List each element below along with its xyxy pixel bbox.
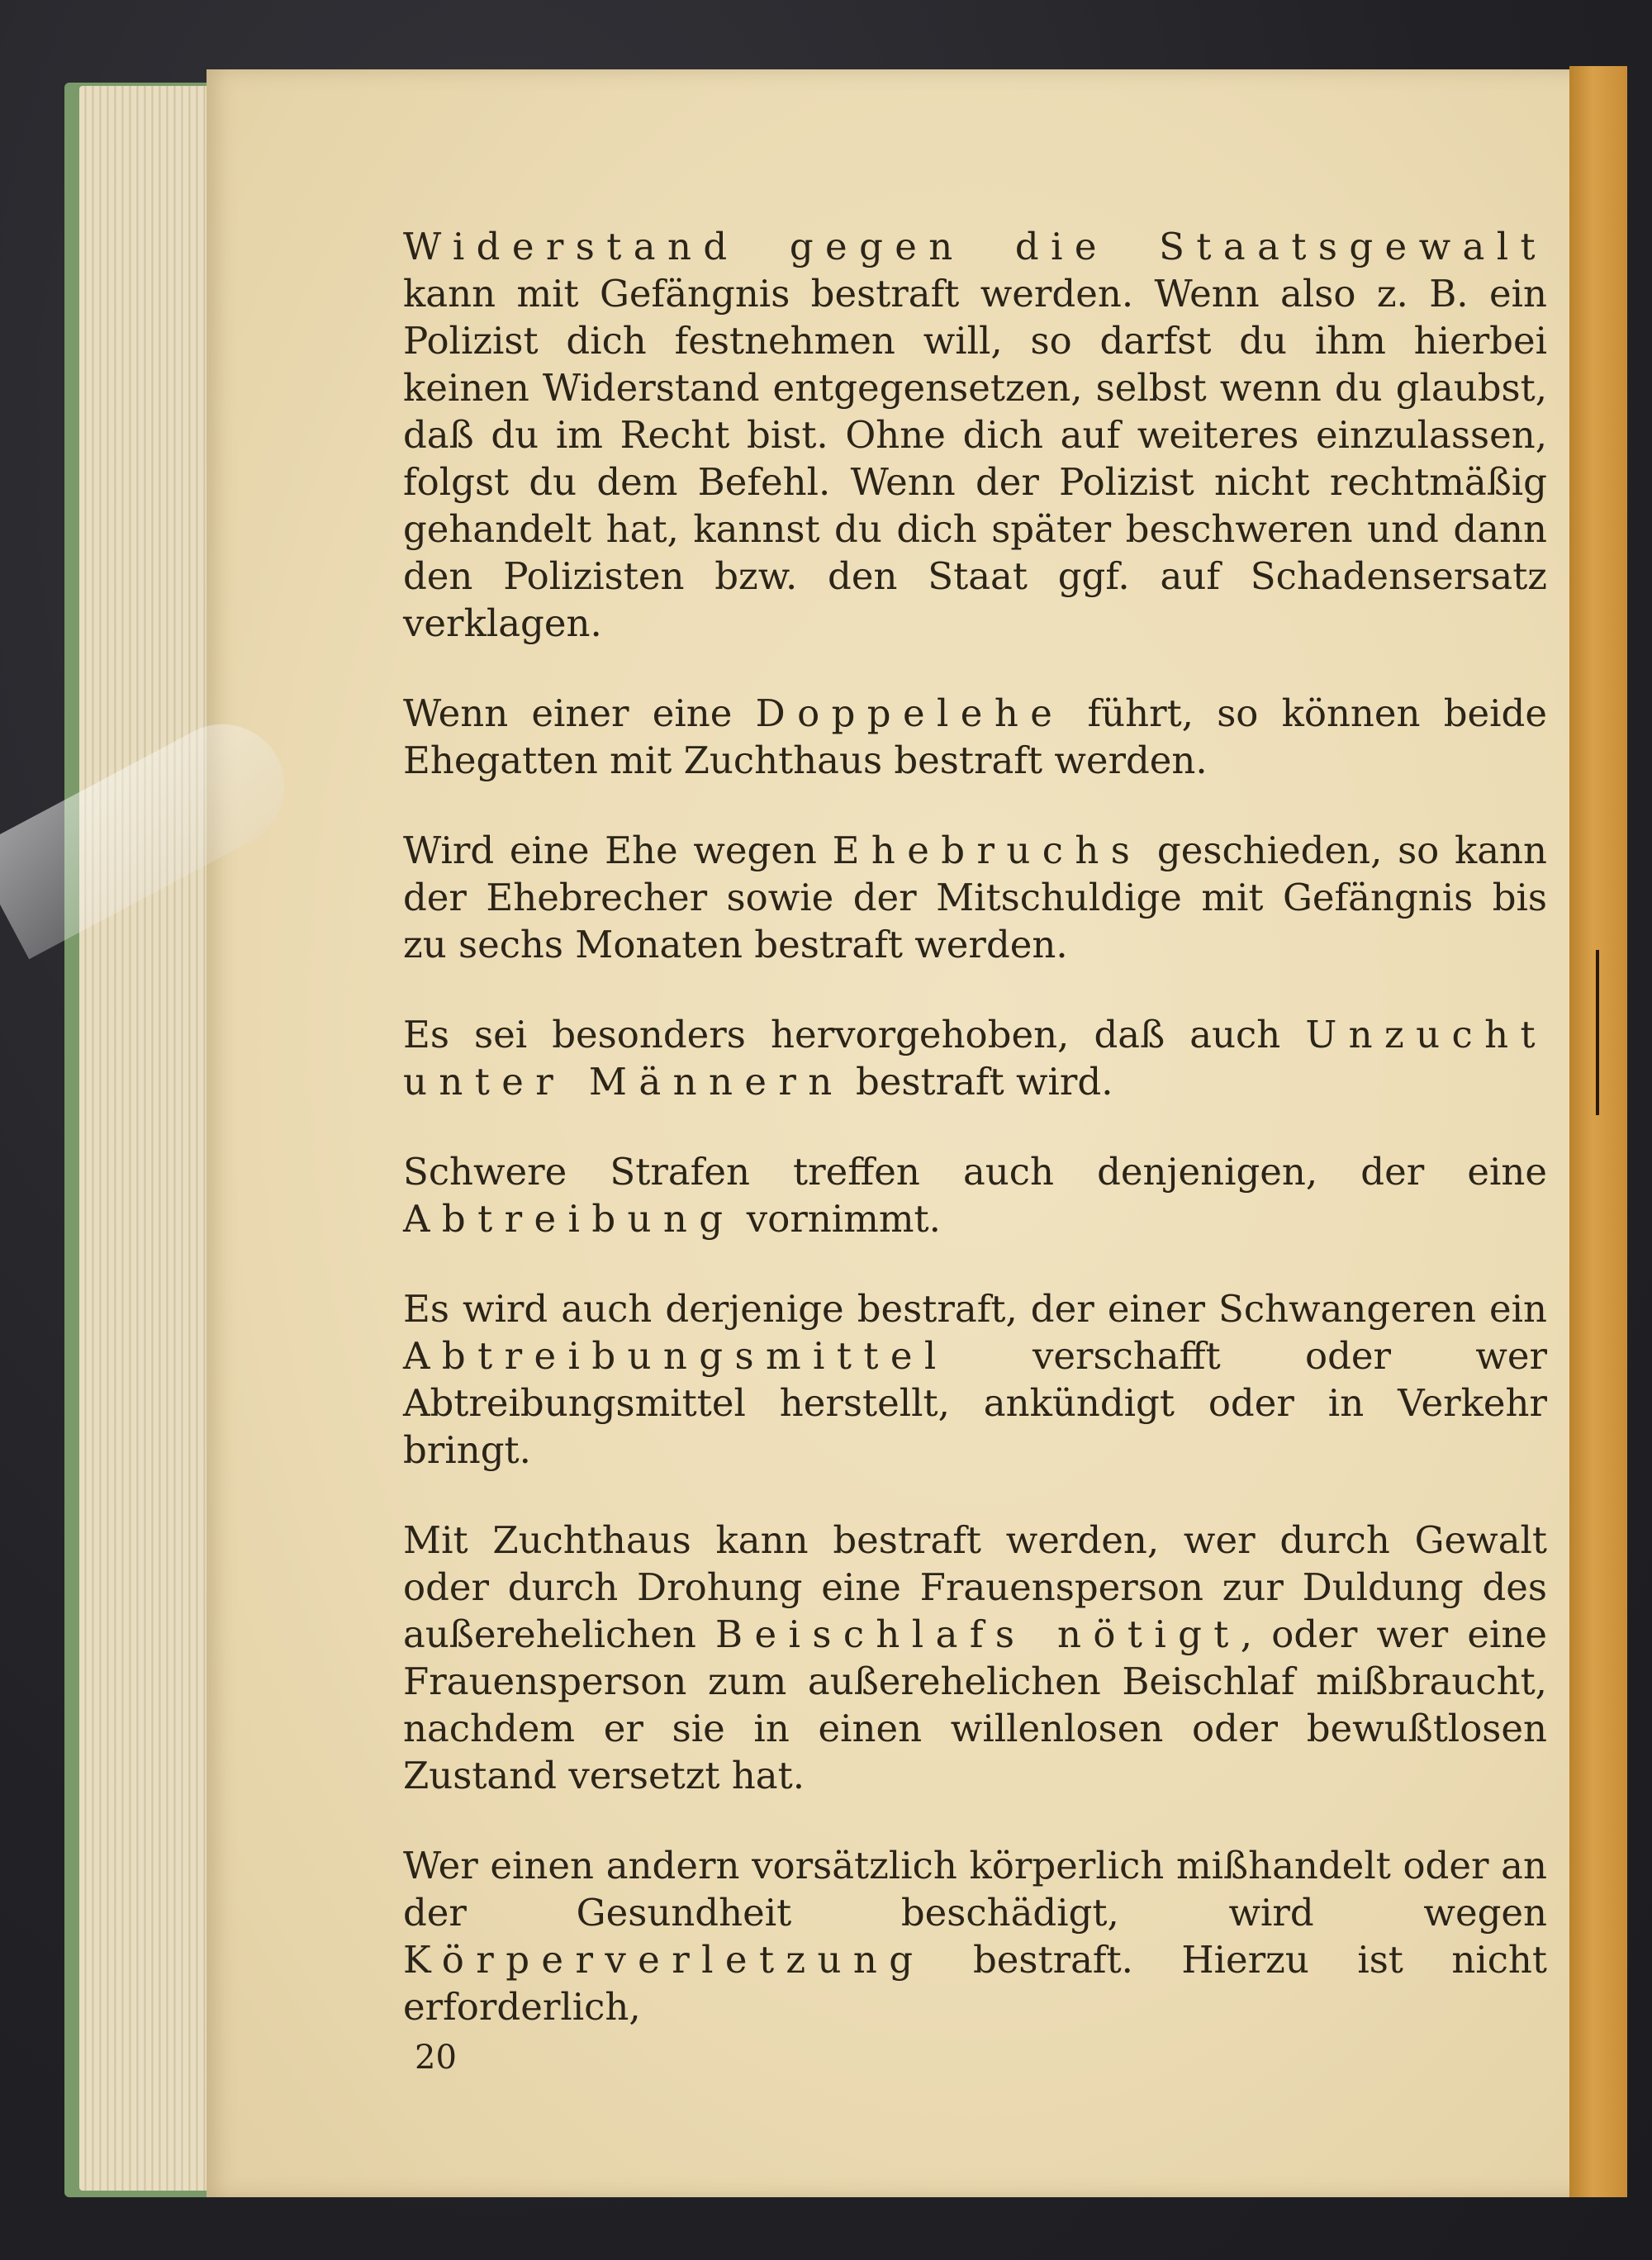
paragraph-text: Es wird auch derjenige bestraft, der einer Schwangeren ein — [403, 1287, 1547, 1331]
paragraph-text: Wenn einer eine — [403, 691, 756, 735]
paragraph — [403, 690, 1547, 784]
paragraph-text: verschafft oder wer Abtreibungsmittel herstellt, ankündigt oder in Verkehr bringt. — [403, 1334, 1547, 1472]
emphasized-term: Abtreibung — [403, 1197, 735, 1241]
emphasized-term: Doppelehe — [755, 691, 1065, 735]
paragraph — [403, 1148, 1547, 1242]
emphasized-term: Körperverletzung — [403, 1938, 925, 1982]
paragraph-text: , oder wer eine Frauensperson zum außerehelichen Beischlaf mißbraucht, nachdem er sie in einen willenlosen oder bewußtlosen Zustand versetzt hat. — [403, 1612, 1547, 1797]
paragraph-text: Wird eine Ehe wegen — [403, 829, 833, 872]
paragraph — [403, 1517, 1547, 1799]
paragraph — [403, 1285, 1547, 1474]
emphasized-term: Unzucht unter Männern — [403, 1013, 1547, 1104]
paragraph-text: bestraft wird. — [843, 1060, 1113, 1104]
paragraph-text: vornimmt. — [734, 1197, 941, 1241]
emphasized-term: Widerstand gegen die Staatsgewalt — [403, 225, 1547, 268]
paragraph — [403, 223, 1547, 647]
paragraph-text: Es sei besonders hervorgehoben, daß auch — [403, 1013, 1306, 1056]
emphasized-term: Beischlafs nötigt — [715, 1612, 1241, 1656]
paragraph-text: führt, so können beide Ehegatten mit Zuchthaus bestraft werden. — [403, 691, 1547, 782]
emphasized-term: Ehebruchs — [832, 829, 1142, 872]
page-number: 20 — [415, 2039, 457, 2077]
paragraph — [403, 1011, 1547, 1105]
paragraph — [403, 827, 1547, 968]
page-text — [403, 223, 1547, 2073]
paragraph-text: bestraft. Hierzu ist nicht erforderlich, — [403, 1938, 1547, 2029]
paragraph-text: kann mit Gefängnis bestraft werden. Wenn also z. B. ein Polizist dich festnehmen will, so darfst du ihm hierbei keinen Widerstand entgegensetzen, selbst wenn du glaubst, daß du im Recht bist. Ohne dich auf weiteres einzulassen, folgst du dem Befehl. Wenn der Polizist nicht rechtmäßig gehandelt hat, kannst du dich später beschweren und dann den Polizisten bzw. den Staat ggf. auf Schadensersatz verklagen. — [403, 272, 1547, 645]
paragraph-text: Wer einen andern vorsätzlich körperlich mißhandelt oder an der Gesundheit beschädigt, wird wegen — [403, 1844, 1547, 1935]
paragraph-text: Mit Zuchthaus kann bestraft werden, wer durch Gewalt oder durch Drohung eine Frauensperson zur Duldung des außerehelichen — [403, 1518, 1547, 1656]
book-gutter — [1569, 66, 1627, 2197]
gutter-shadow-line — [1596, 950, 1599, 1115]
paragraph-text: Schwere Strafen treffen auch denjenigen, der eine — [403, 1150, 1547, 1194]
paragraph — [403, 1842, 1547, 2030]
paragraph-text: geschieden, so kann der Ehebrecher sowie der Mitschuldige mit Gefängnis bis zu sechs Monaten bestraft werden. — [403, 829, 1547, 966]
emphasized-term: Abtreibungsmittel — [403, 1334, 948, 1378]
